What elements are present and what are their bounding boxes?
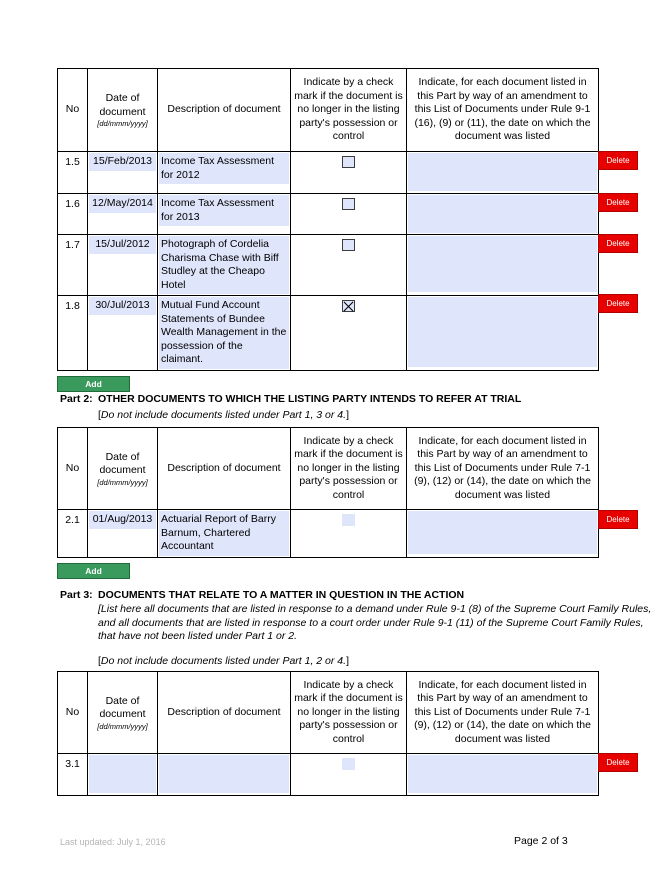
part2-note: [Do not include documents listed under Part 1, 3 or 4.] <box>98 409 349 421</box>
amendment-date-field[interactable] <box>408 297 597 367</box>
row-no: 3.1 <box>58 754 88 796</box>
description-field[interactable]: Income Tax Assessment for 2013 <box>159 195 289 226</box>
date-field[interactable]: 30/Jul/2013 <box>89 297 156 315</box>
part3-heading <box>60 589 464 601</box>
amendment-date-field[interactable] <box>408 153 597 191</box>
header-date-label: Date of document <box>99 92 146 118</box>
part3-table <box>57 671 599 796</box>
date-field[interactable]: 15/Jul/2012 <box>89 236 156 254</box>
part2-label: Part 2: <box>60 393 93 405</box>
possession-checkbox[interactable] <box>342 300 355 312</box>
amendment-date-field[interactable] <box>408 236 597 292</box>
header-no: No <box>58 672 88 754</box>
header-description: Description of document <box>158 672 291 754</box>
header-date <box>88 672 158 754</box>
table-row <box>58 194 599 235</box>
header-no: No <box>58 69 88 152</box>
row-no: 1.8 <box>58 296 88 371</box>
delete-row-button[interactable]: Delete <box>598 234 638 253</box>
possession-checkbox[interactable] <box>342 198 355 210</box>
table-header-row <box>58 672 599 754</box>
table-header-row <box>58 428 599 510</box>
possession-checkbox[interactable] <box>342 758 355 770</box>
date-field[interactable]: 12/May/2014 <box>89 195 156 213</box>
header-date <box>88 428 158 510</box>
header-check: Indicate by a check mark if the document is no longer in the listing party's possession or control <box>291 428 407 510</box>
part3-note: [List here all documents that are listed in response to a demand under Rule 9-1 (8) of the Supreme Court Family Rules, and all documents that are listed in response to a court order under Rule 9-1 (11) of the Supreme Court Family Rules, that have not been listed under Part 1 or 2. <box>98 603 652 642</box>
header-date-label: Date of document <box>99 694 146 720</box>
header-check: Indicate by a check mark if the document is no longer in the listing party's possession or control <box>291 69 407 152</box>
header-description: Description of document <box>158 428 291 510</box>
table-row <box>58 510 599 558</box>
part2-heading <box>60 393 521 405</box>
header-check: Indicate by a check mark if the document is no longer in the listing party's possession or control <box>291 672 407 754</box>
possession-checkbox[interactable] <box>342 156 355 168</box>
description-field[interactable]: Photograph of Cordelia Charisma Chase with Biff Studley at the Cheapo Hotel <box>159 236 289 294</box>
date-field[interactable]: 01/Aug/2013 <box>89 511 156 529</box>
table-row <box>58 754 599 796</box>
possession-checkbox[interactable] <box>342 239 355 251</box>
row-no: 2.1 <box>58 510 88 558</box>
part1-table <box>57 68 599 371</box>
amendment-date-field[interactable] <box>408 195 597 233</box>
possession-checkbox[interactable] <box>342 514 355 526</box>
header-amend: Indicate, for each document listed in this Part by way of an amendment to this List of Documents under Rule 7-1 (9), (12) or (14), the date on which the document was listed <box>407 672 599 754</box>
part2-table <box>57 427 599 558</box>
part3-note2: [Do not include documents listed under Part 1, 2 or 4.] <box>98 655 349 667</box>
table-row <box>58 152 599 194</box>
part3-title: DOCUMENTS THAT RELATE TO A MATTER IN QUESTION IN THE ACTION <box>98 589 465 601</box>
date-field[interactable]: 15/Feb/2013 <box>89 153 156 171</box>
delete-row-button[interactable]: Delete <box>598 151 638 170</box>
delete-row-button[interactable]: Delete <box>598 193 638 212</box>
header-date-format: [dd/mmm/yyyy] <box>97 721 148 731</box>
date-field[interactable] <box>89 755 156 793</box>
header-amend: Indicate, for each document listed in this Part by way of an amendment to this List of Documents under Rule 9-1 (16), (9) or (11), the date on which the document was listed <box>407 69 599 152</box>
add-row-button-part1[interactable]: Add <box>57 376 130 392</box>
part3-label: Part 3: <box>60 589 93 601</box>
description-field[interactable]: Income Tax Assessment for 2012 <box>159 153 289 184</box>
row-no: 1.7 <box>58 235 88 296</box>
delete-row-button[interactable]: Delete <box>598 753 638 772</box>
table-row <box>58 296 599 371</box>
add-row-button-part2[interactable]: Add <box>57 563 130 579</box>
header-date-format: [dd/mmm/yyyy] <box>97 119 148 128</box>
header-no: No <box>58 428 88 510</box>
description-field[interactable] <box>159 755 289 793</box>
last-updated: Last updated: July 1, 2016 <box>60 837 166 847</box>
table-row <box>58 235 599 296</box>
delete-row-button[interactable]: Delete <box>598 294 638 313</box>
header-amend: Indicate, for each document listed in this Part by way of an amendment to this List of Documents under Rule 7-1 (9), (12) or (14), the date on which the document was listed <box>407 428 599 510</box>
row-no: 1.5 <box>58 152 88 194</box>
page-number: Page 2 of 3 <box>514 835 568 847</box>
table-header-row <box>58 69 599 152</box>
amendment-date-field[interactable] <box>408 511 597 554</box>
row-no: 1.6 <box>58 194 88 235</box>
part2-title: OTHER DOCUMENTS TO WHICH THE LISTING PARTY INTENDS TO REFER AT TRIAL <box>98 393 522 405</box>
description-field[interactable]: Actuarial Report of Barry Barnum, Chartered Accountant <box>159 511 289 556</box>
header-date <box>88 69 158 152</box>
header-description: Description of document <box>158 69 291 152</box>
delete-row-button[interactable]: Delete <box>598 510 638 529</box>
header-date-label: Date of document <box>99 450 146 476</box>
header-date-format: [dd/mmm/yyyy] <box>97 477 148 487</box>
description-field[interactable]: Mutual Fund Account Statements of Bundee Wealth Management in the possession of the claimant. <box>159 297 289 369</box>
amendment-date-field[interactable] <box>408 755 597 793</box>
